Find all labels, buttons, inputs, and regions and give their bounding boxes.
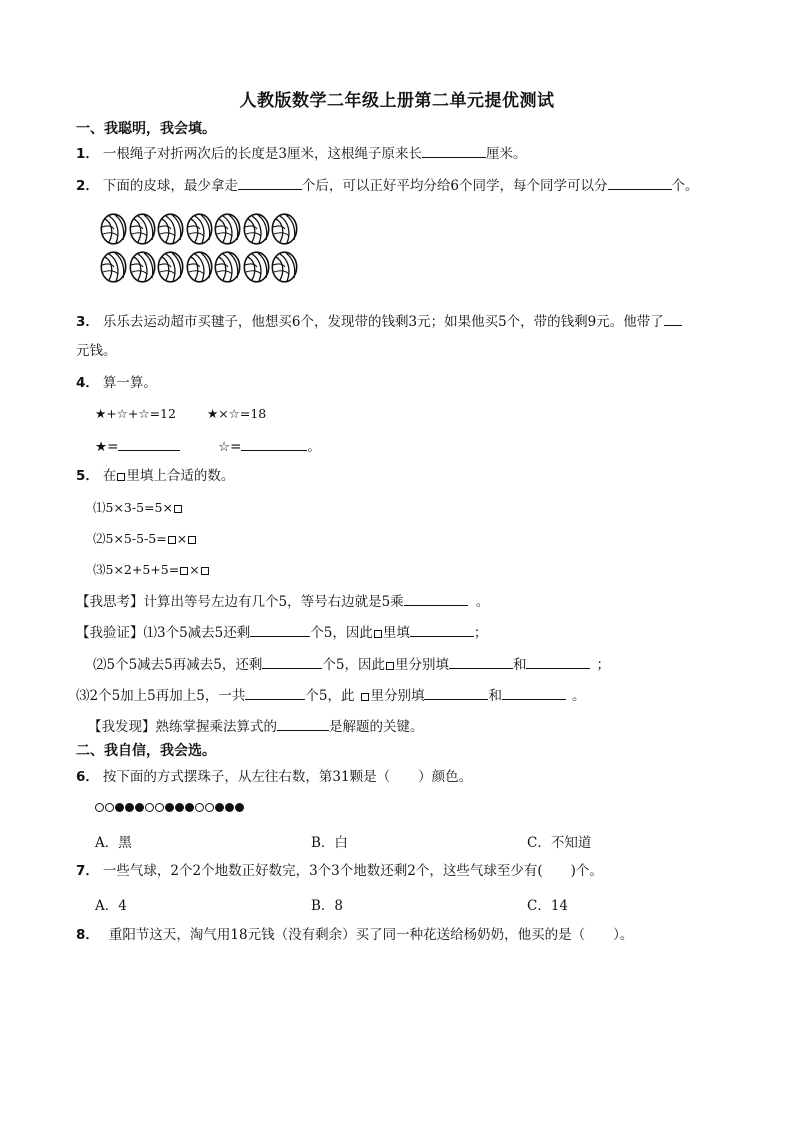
fill-box[interactable] <box>168 536 176 544</box>
answer-blank[interactable] <box>526 654 590 669</box>
black-bead-icon <box>225 803 234 812</box>
answer-blank[interactable] <box>118 436 180 451</box>
fill-box[interactable] <box>180 567 188 575</box>
white-bead-icon <box>105 803 114 812</box>
fill-box[interactable] <box>201 567 209 575</box>
option-b[interactable]: B．8 <box>311 898 344 914</box>
answer-label: ★= <box>95 439 119 455</box>
beach-ball-icon <box>243 213 270 245</box>
question-3-continued: 元钱。 <box>76 343 117 359</box>
answer-blank[interactable] <box>404 591 468 606</box>
question-number: 5． <box>76 468 99 484</box>
prompt-text: 【我思考】计算出等号左边有几个5，等号右边就是5乘 <box>76 594 404 610</box>
verify-prompt-2 <box>93 654 610 675</box>
question-number: 2． <box>76 178 99 194</box>
discover-prompt <box>88 716 424 737</box>
prompt-text: 个5，因此 <box>322 657 385 673</box>
question-number: 6． <box>76 769 99 785</box>
prompt-text: 和 <box>512 657 527 673</box>
beach-ball-icon <box>214 251 241 283</box>
answer-blank[interactable] <box>238 175 302 190</box>
answer-blank[interactable] <box>608 175 672 190</box>
white-bead-icon <box>195 803 204 812</box>
answer-label: ☆= <box>218 439 242 455</box>
question-text: 个后，可以正好平均分给6个同学，每个同学可以分 <box>301 178 608 194</box>
answer-blank[interactable] <box>241 436 307 451</box>
question-text: 里填上合适的数。 <box>126 468 235 484</box>
question-6 <box>76 767 472 787</box>
black-bead-icon <box>235 803 244 812</box>
section-heading-choose: 二、我自信，我会选。 <box>76 743 216 759</box>
beach-ball-icon <box>157 213 184 245</box>
think-prompt <box>76 591 489 612</box>
option-c[interactable]: C．不知道 <box>527 835 592 851</box>
prompt-text: 里分别填 <box>370 688 425 704</box>
prompt-text: ⑵5个5减去5再减去5，还剩 <box>93 657 263 673</box>
question-number: 1． <box>76 146 99 162</box>
black-bead-icon <box>175 803 184 812</box>
prompt-text: 。 <box>475 594 490 610</box>
beach-ball-icon <box>100 251 127 283</box>
white-bead-icon <box>205 803 214 812</box>
question-text: 重阳节这天，淘气用18元钱（没有剩余）买了同一种花送给杨奶奶，他买的是（ <box>108 927 586 943</box>
bead-sequence <box>95 803 245 812</box>
times-sign: × <box>189 562 200 577</box>
black-bead-icon <box>165 803 174 812</box>
answer-blank[interactable] <box>245 685 305 700</box>
option-b[interactable]: B．白 <box>311 835 348 851</box>
question-text: )个。 <box>570 863 603 879</box>
option-a[interactable]: A．黑 <box>95 835 132 851</box>
prompt-text: 是解题的关键。 <box>329 719 424 735</box>
question-text: 乐乐去运动超市买毽子，他想买6个，发现带的钱剩3元；如果他买5个，带的钱剩9元。他带了 <box>102 314 664 330</box>
sub-problem-3 <box>93 560 210 580</box>
beach-ball-icon <box>129 251 156 283</box>
question-3 <box>76 311 682 332</box>
equation-1: ★+☆+☆=12 <box>95 406 176 421</box>
beach-ball-icon <box>186 213 213 245</box>
beach-ball-illustration <box>100 213 300 289</box>
prompt-text: 个5，此 <box>305 688 355 704</box>
white-bead-icon <box>155 803 164 812</box>
fill-box <box>361 693 369 701</box>
fill-box <box>374 630 382 638</box>
equation-2: ★×☆=18 <box>207 406 267 421</box>
expression: ⑵5×5-5-5= <box>93 531 167 546</box>
question-text: 算一算。 <box>102 375 157 391</box>
question-2 <box>76 175 699 196</box>
beach-ball-icon <box>243 251 270 283</box>
black-bead-icon <box>215 803 224 812</box>
question-text: 一些气球，2个2个地数正好数完，3个3个地数还剩2个，这些气球至少有( <box>102 863 543 879</box>
answer-blank[interactable] <box>250 622 310 637</box>
verify-prompt-1 <box>76 622 487 643</box>
question-text: 在 <box>102 468 117 484</box>
question-number: 3． <box>76 314 99 330</box>
option-c[interactable]: C．14 <box>527 898 569 914</box>
ball-row <box>100 213 300 245</box>
beach-ball-icon <box>271 213 298 245</box>
question-text: ）。 <box>613 927 634 943</box>
fill-box[interactable] <box>117 473 125 481</box>
black-bead-icon <box>125 803 134 812</box>
times-sign: × <box>176 531 188 546</box>
answer-blank[interactable] <box>277 716 329 731</box>
question-4 <box>76 373 157 393</box>
beach-ball-icon <box>100 213 127 245</box>
ball-row <box>100 251 300 283</box>
answer-blank[interactable] <box>262 654 322 669</box>
question-text: 下面的皮球，最少拿走 <box>102 178 238 194</box>
answer-blank[interactable] <box>410 622 474 637</box>
answer-blank[interactable] <box>664 311 682 326</box>
answer-blank[interactable] <box>424 685 488 700</box>
question-8 <box>76 925 633 945</box>
verify-prompt-3 <box>76 685 585 706</box>
black-bead-icon <box>185 803 194 812</box>
answer-star <box>95 436 180 457</box>
question-text: 厘米。 <box>486 146 527 162</box>
fill-box[interactable] <box>188 536 196 544</box>
prompt-text: ⑶2个5加上5再加上5，一共 <box>76 688 246 704</box>
prompt-text: 【我发现】熟练掌握乘法算式的 <box>88 719 277 735</box>
question-7 <box>76 861 603 881</box>
fill-box <box>386 662 394 670</box>
prompt-text: ； <box>596 657 610 673</box>
question-text: ）颜色。 <box>418 769 473 785</box>
prompt-text: 。 <box>571 688 586 704</box>
section-heading-fill: 一、我聪明，我会填。 <box>76 121 216 137</box>
sub-problem-2 <box>93 529 197 549</box>
question-text: 一根绳子对折两次后的长度是3厘米，这根绳子原来长 <box>102 146 422 162</box>
beach-ball-icon <box>157 251 184 283</box>
white-bead-icon <box>145 803 154 812</box>
prompt-text: 里填 <box>382 625 410 641</box>
beach-ball-icon <box>271 251 298 283</box>
question-text: 个。 <box>671 178 699 194</box>
prompt-text: 个5，因此 <box>310 625 373 641</box>
question-number: 4． <box>76 375 99 391</box>
white-bead-icon <box>95 803 104 812</box>
question-number: 7． <box>76 863 99 879</box>
question-text: 按下面的方式摆珠子，从左往右数，第31颗是（ <box>102 769 391 785</box>
black-bead-icon <box>115 803 124 812</box>
question-5 <box>76 466 234 486</box>
answer-blank[interactable] <box>422 143 486 158</box>
answer-hollow-star <box>218 436 321 457</box>
prompt-text: ； <box>473 625 488 641</box>
beach-ball-icon <box>186 251 213 283</box>
answer-blank[interactable] <box>502 685 566 700</box>
sub-problem-1 <box>93 498 183 518</box>
page-title: 人教版数学二年级上册第二单元提优测试 <box>239 91 555 111</box>
prompt-text: 里分别填 <box>394 657 449 673</box>
expression: ⑶5×2+5+5= <box>93 562 180 577</box>
prompt-text: 【我验证】⑴3个5减去5还剩 <box>76 625 251 641</box>
question-1 <box>76 143 527 164</box>
beach-ball-icon <box>214 213 241 245</box>
answer-end: 。 <box>307 439 321 455</box>
fill-box[interactable] <box>174 505 182 513</box>
black-bead-icon <box>135 803 144 812</box>
option-a[interactable]: A．4 <box>95 898 127 914</box>
prompt-text: 和 <box>488 688 502 704</box>
question-number: 8． <box>76 927 99 943</box>
beach-ball-icon <box>129 213 156 245</box>
expression: ⑴5×3-5=5× <box>93 500 173 515</box>
answer-blank[interactable] <box>449 654 513 669</box>
